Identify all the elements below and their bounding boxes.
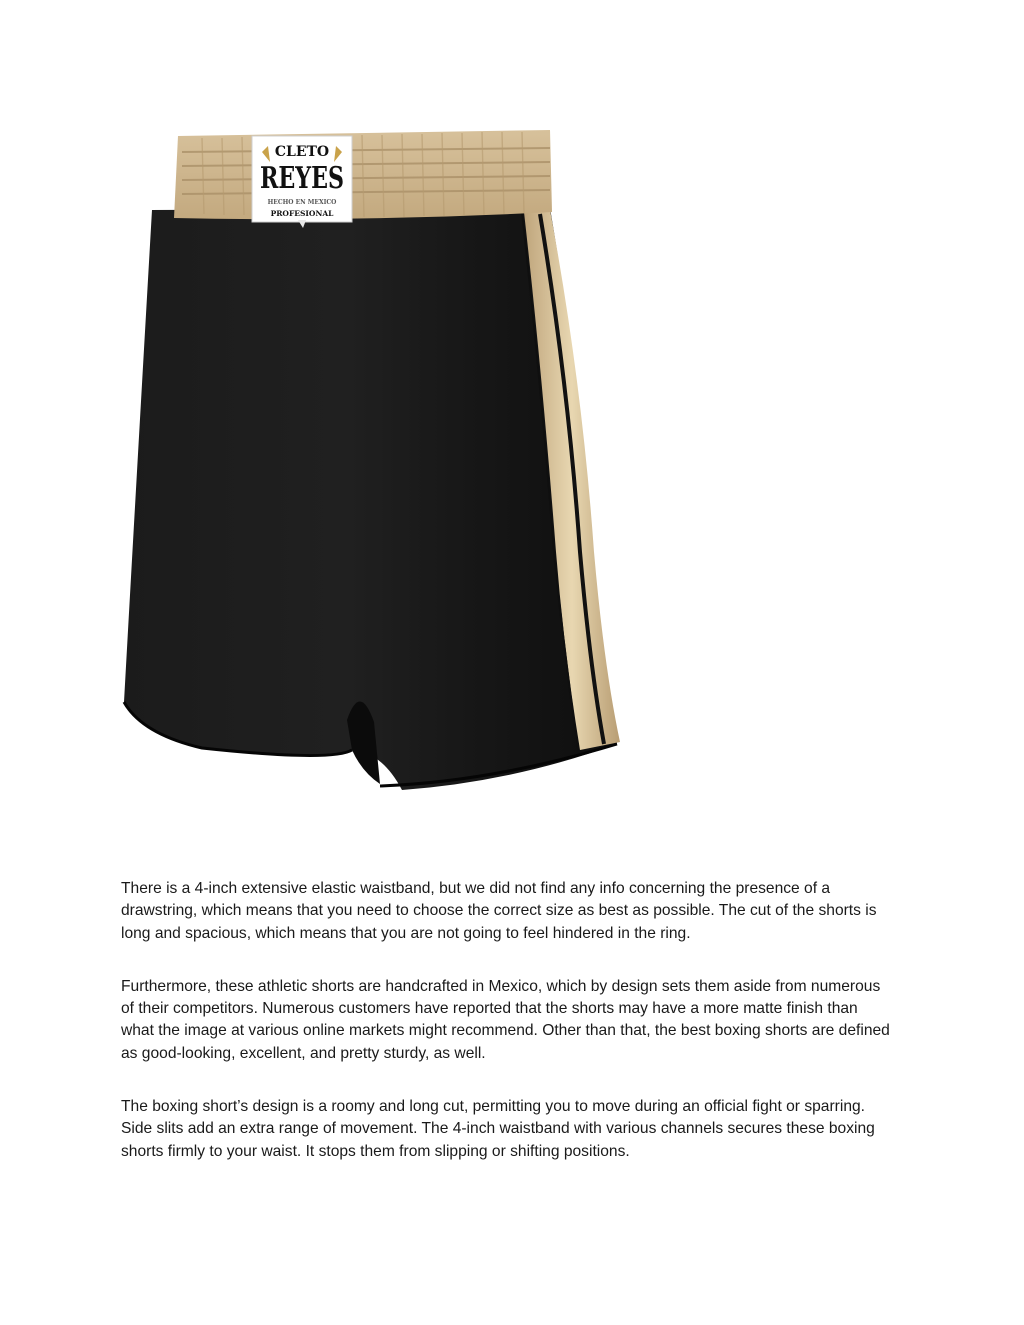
- article-body: [121, 878, 891, 1194]
- product-image-boxing-shorts: [112, 122, 632, 802]
- paragraph-handcrafted: Furthermore, these athletic shorts are handcrafted in Mexico, which by design sets them aside from numerous of their competitors. Numerous customers have reported that the shorts may have a more matte finish than what the image at various online markets might recommend. Other than that, the best boxing shorts are defined as good-looking, excellent, and pretty sturdy, as well.: [121, 977, 890, 1062]
- logo-line: PROFESIONAL: [270, 209, 334, 218]
- paragraph-design: The boxing short’s design is a roomy and long cut, permitting you to move during an official fight or sparring. Side slits add an extra range of movement. The 4-inch waistband with various channels secures these boxing shorts firmly to your waist. It stops them from slipping or shifting positions.: [121, 1098, 875, 1160]
- brand-logo-patch: [252, 136, 352, 222]
- logo-brand-top: CLETO: [274, 144, 330, 160]
- logo-origin: HECHO EN MEXICO: [267, 199, 337, 206]
- logo-brand-main: REYES: [260, 161, 344, 196]
- boxing-shorts-illustration: [112, 122, 632, 802]
- paragraph-waistband: There is a 4-inch extensive elastic waistband, but we did not find any info concerning the presence of a drawstring, which means that you need to choose the correct size as best as possible. The cut of the shorts is long and spacious, which means that you are not going to feel hindered in the ring.: [121, 880, 877, 942]
